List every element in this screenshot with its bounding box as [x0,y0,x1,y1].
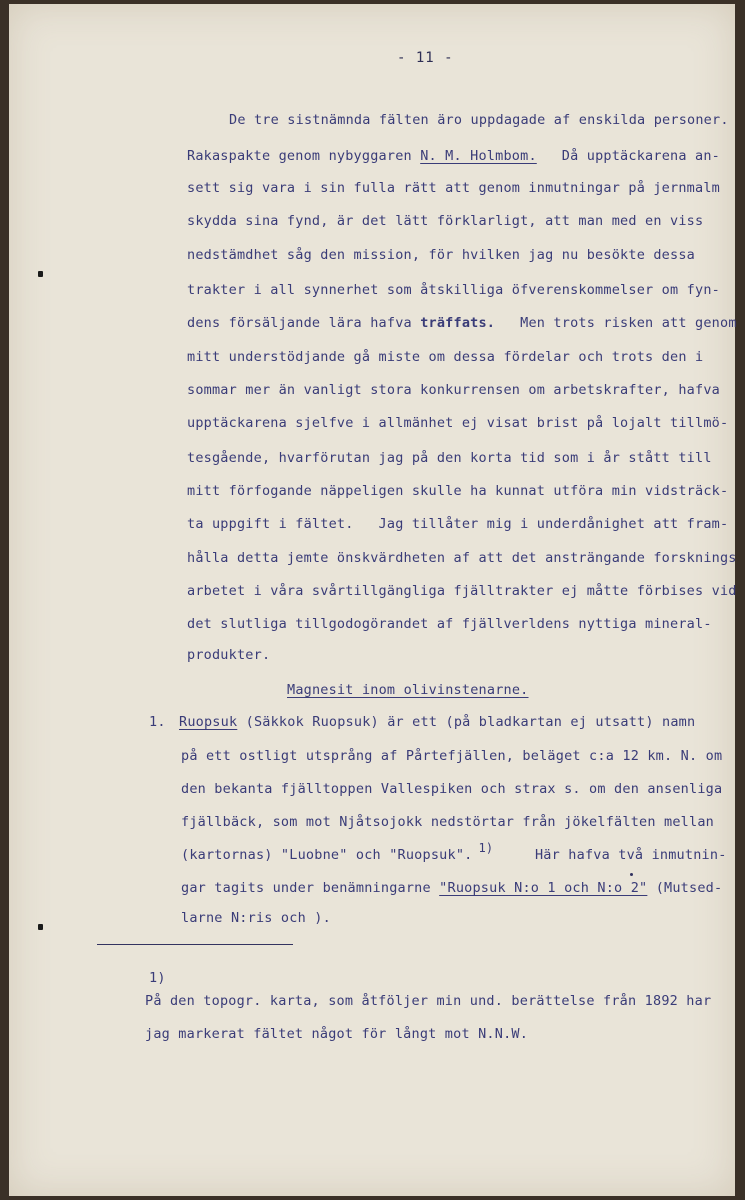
body-line-4: skydda sina fynd, är det lätt förklarligt, att man med en viss [187,213,704,229]
footnote-marker: 1) [149,970,166,986]
footnote-line-2: jag markerat fältet något för långt mot N.N.W. [145,1026,529,1042]
item-line-6-start: gar tagits under benämningarne [181,880,431,896]
ruopsuk-term: Ruopsuk [179,714,238,730]
footnote-ref: 1) [478,841,494,855]
body-line-7-end: Men trots risken att genom [520,315,737,331]
item-line-4: fjällbäck, som mot Njåtsojokk nedstörtar från jökelfälten mellan [181,814,714,830]
ink-dot [630,873,633,876]
item-line-5-start: (kartornas) "Luobne" och "Ruopsuk". [181,847,473,863]
footnote-line-1: På den topogr. karta, som åtföljer min und. berättelse från 1892 har [145,993,712,1009]
item-line-3: den bekanta fjälltoppen Vallespiken och strax s. om den ansenliga [181,781,723,797]
item-line-7: larne N:ris och ). [181,910,331,926]
body-line-2-start: Rakaspakte genom nybyggaren [187,148,412,164]
body-line-5: nedstämdhet såg den mission, för hvilken jag nu besökte dessa [187,247,695,263]
item-number: 1. [149,714,166,730]
body-line-7-start: dens försäljande lära hafva [187,315,412,331]
body-line-8: mitt understödjande gå miste om dessa fördelar och trots den i [187,349,704,365]
body-line-17: produkter. [187,647,271,663]
traffats-word: träffats. [420,315,496,331]
body-line-12: mitt förfogande näppeligen skulle ha kunnat utföra min vidsträck- [187,483,729,499]
body-line-13-start: ta uppgift i fältet. [187,516,354,532]
body-line-10: upptäckarena sjelfve i allmänhet ej visat brist på lojalt tillmö- [187,415,729,431]
item-line-1-rest: (Säkkok Ruopsuk) är ett (på bladkartan ej utsatt) namn [245,714,696,730]
item-line-6-end: (Mutsed- [655,880,723,896]
item-line-1 [179,714,695,730]
body-line-7 [187,315,737,331]
body-line-13 [187,516,728,532]
document-page [9,4,735,1196]
body-line-2 [187,148,720,164]
item-line-2: på ett ostligt utsprång af Pårtefjällen, beläget c:a 12 km. N. om [181,748,723,764]
margin-mark-bottom [38,924,43,930]
body-line-1: De tre sistnämnda fälten äro uppdagade af enskilda personer. [229,112,729,128]
item-line-5 [181,841,727,863]
holmbom-name: N. M. Holmbom. [420,148,537,164]
body-line-14: hålla detta jemte önskvärdheten af att det ansträngande forsknings [187,550,737,566]
item-line-6 [181,880,722,896]
body-line-16: det slutliga tillgodogörandet af fjällverldens nyttiga mineral- [187,616,712,632]
body-line-9: sommar mer än vanligt stora konkurrensen om arbetskrafter, hafva [187,382,720,398]
body-line-11: tesgående, hvarförutan jag på den korta tid som i år stått till [187,450,712,466]
page-number: - 11 - [397,50,454,66]
body-line-15: arbetet i våra svårtillgängliga fjälltrakter ej måtte förbises vid [187,583,737,599]
margin-mark-top [38,271,43,277]
section-heading: Magnesit inom olivinstenarne. [287,682,529,698]
body-line-6: trakter i all synnerhet som åtskilliga öfverenskommelser om fyn- [187,282,720,298]
item-line-5-end: Här hafva två inmutnin- [534,847,727,863]
body-line-2-end: Då upptäckarena an- [561,148,720,164]
body-line-13-end: Jag tillåter mig i underdånighet att fram- [378,516,729,532]
body-line-3: sett sig vara i sin fulla rätt att genom inmutningar på jernmalm [187,180,720,196]
footnote-rule [97,944,293,945]
claims-names: "Ruopsuk N:o 1 och N:o 2" [439,880,648,896]
